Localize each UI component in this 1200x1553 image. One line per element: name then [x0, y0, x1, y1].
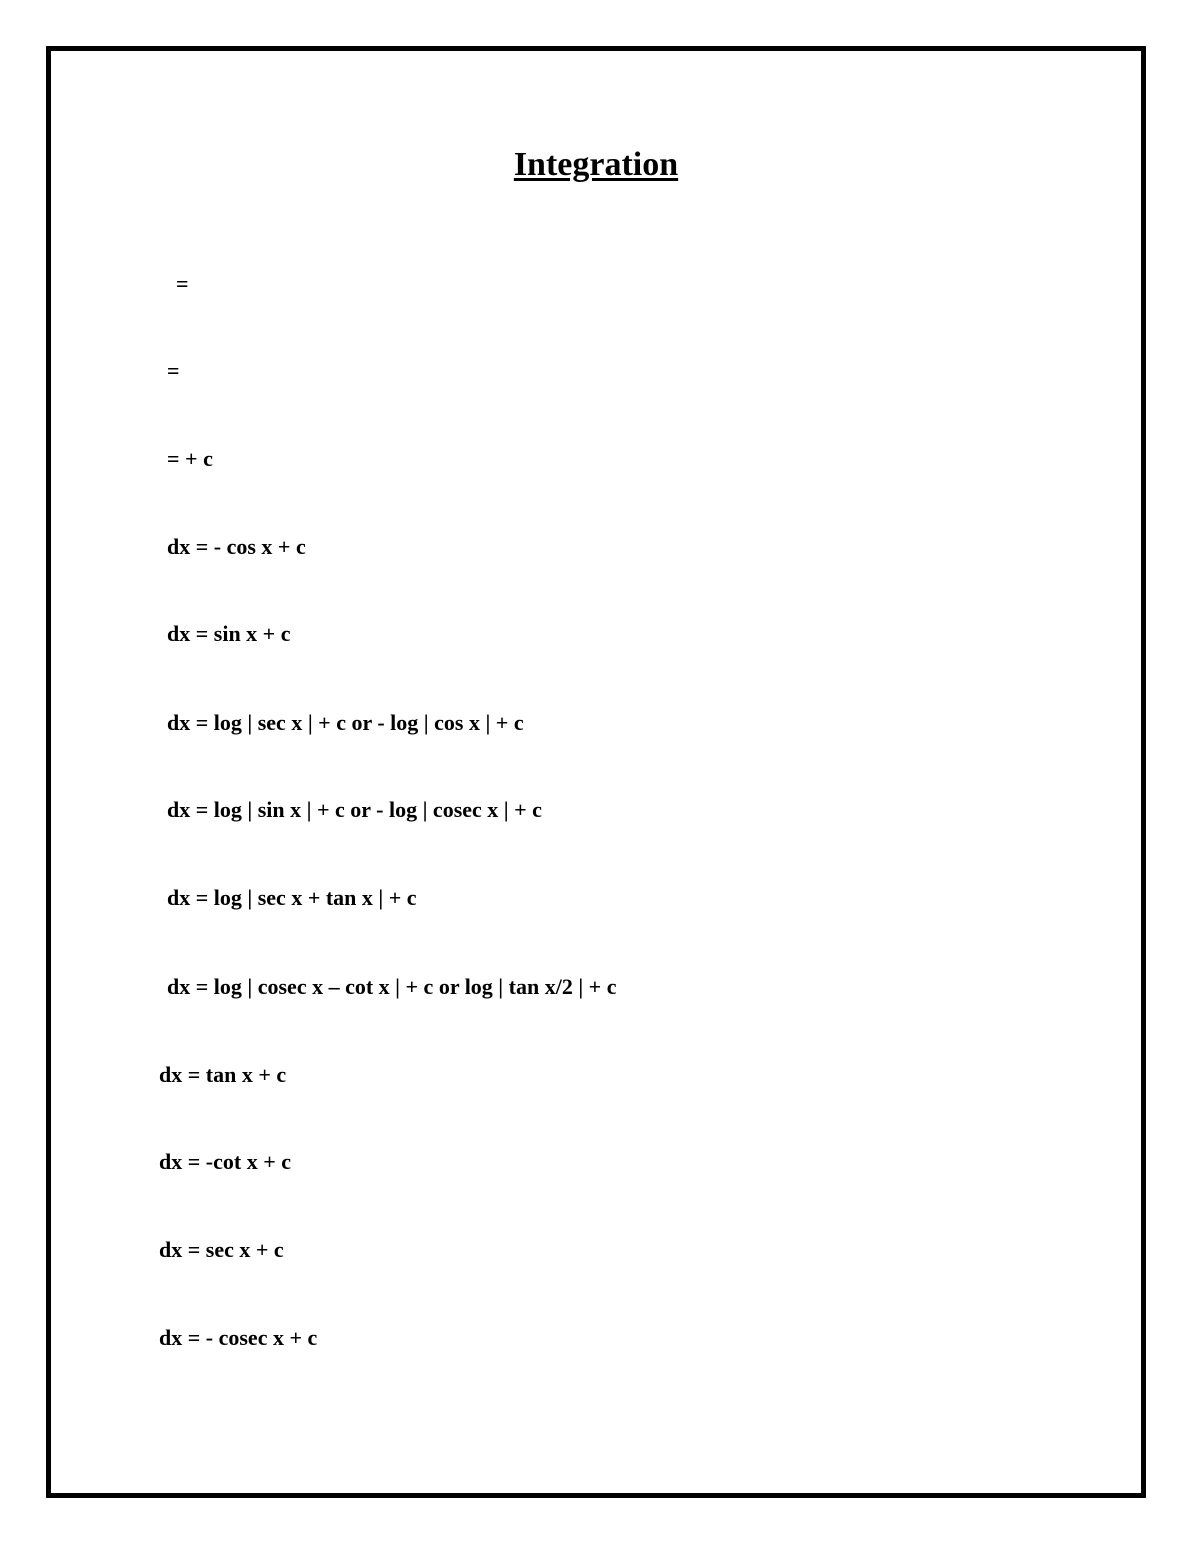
page-title: Integration: [513, 146, 679, 183]
formula-text: dx = log | sin x | + c or - log | cosec x | + c: [167, 797, 542, 822]
formula-text: dx = tan x + c: [159, 1062, 287, 1087]
document-page: [46, 46, 1146, 1498]
formula-text: dx = sin x + c: [167, 621, 291, 646]
formula-text: dx = -cot x + c: [159, 1149, 291, 1174]
formula-text: dx = log | cosec x – cot x | + c or log | tan x/2 | + c: [167, 974, 617, 999]
formula-text: dx = log | sec x | + c or - log | cos x | + c: [167, 710, 524, 735]
formula-text: = + c: [167, 446, 213, 471]
formula-text: dx = - cosec x + c: [159, 1325, 318, 1350]
formula-text: =: [176, 271, 189, 296]
formula-text: dx = sec x + c: [159, 1237, 284, 1262]
formula-text: =: [167, 358, 180, 383]
formula-list: [51, 51, 1141, 1493]
formula-text: dx = log | sec x + tan x | + c: [167, 885, 417, 910]
formula-text: dx = - cos x + c: [167, 534, 306, 559]
